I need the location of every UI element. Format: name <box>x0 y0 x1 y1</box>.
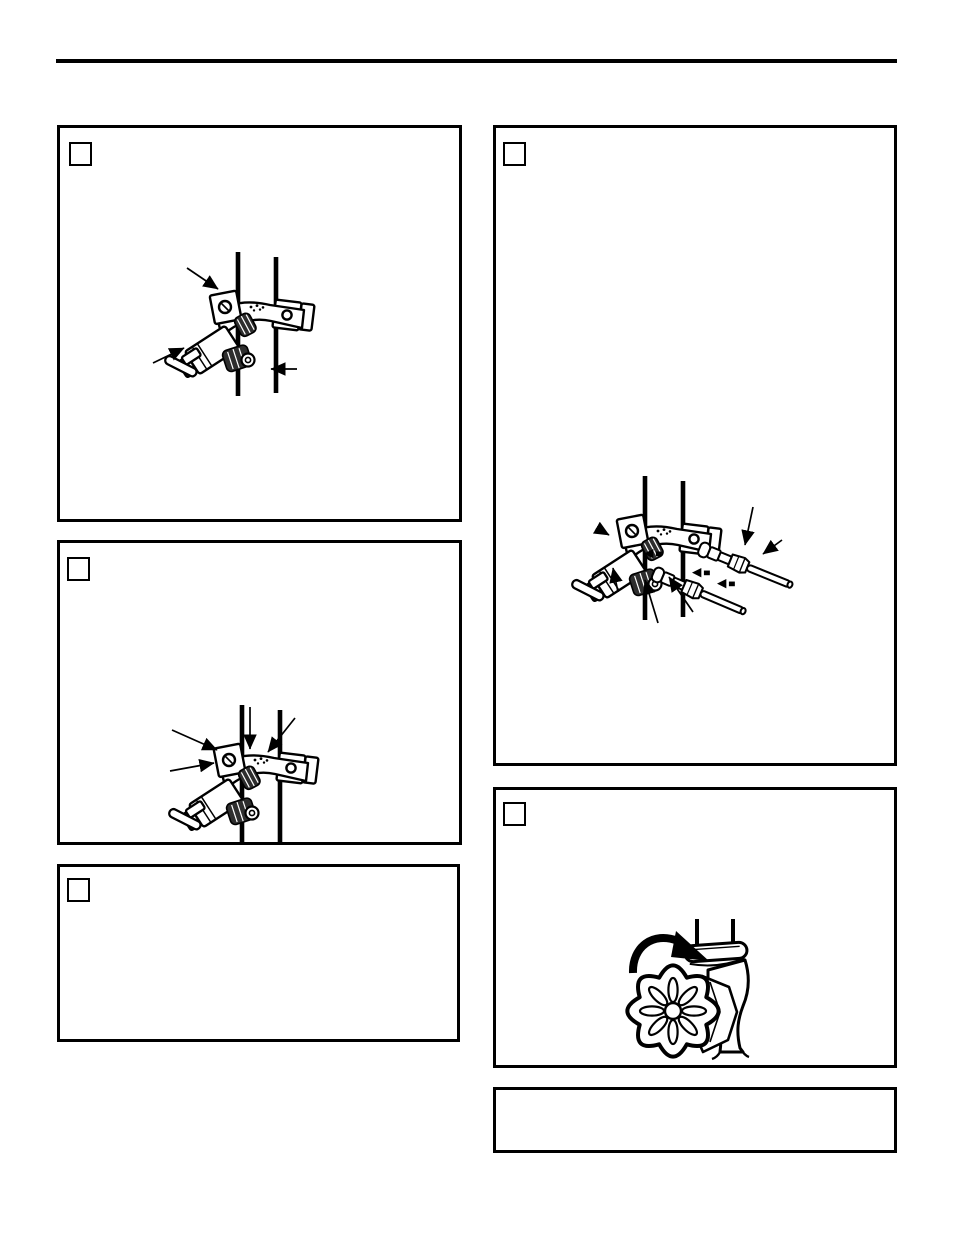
valve-tubing-assembly-figure <box>496 128 894 763</box>
pointer-arrow <box>745 507 753 545</box>
pointer-arrow <box>763 540 782 554</box>
saddle-valve-clamp-detail-figure <box>60 543 459 842</box>
note-box <box>493 1087 897 1153</box>
push-direction-arrow <box>717 579 735 588</box>
step-box-1 <box>57 125 462 522</box>
shutoff-valve-handle-figure <box>496 790 894 1065</box>
saddle-valve-on-pipes-figure <box>60 128 459 519</box>
step-box-3 <box>57 864 460 1042</box>
step-box-2 <box>57 540 462 845</box>
handwheel <box>627 965 718 1056</box>
step-3-checkbox[interactable] <box>67 878 90 902</box>
pointer-arrow <box>597 528 609 535</box>
pointer-arrow <box>187 268 218 289</box>
pointer-arrow <box>172 730 217 750</box>
header-rule <box>56 59 897 63</box>
step-box-4 <box>493 125 897 766</box>
step-box-5 <box>493 787 897 1068</box>
push-direction-arrow <box>692 568 710 577</box>
tube-assembly <box>697 541 795 593</box>
pointer-arrow <box>170 763 214 771</box>
